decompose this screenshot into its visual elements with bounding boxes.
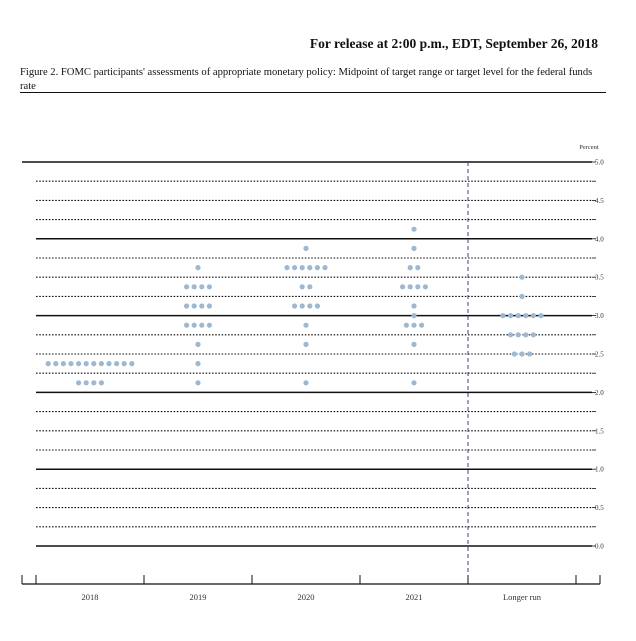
- participant-dot: [400, 284, 405, 289]
- participant-dot: [527, 351, 532, 356]
- participant-dot: [207, 303, 212, 308]
- participant-dot: [411, 303, 416, 308]
- participant-dots: [46, 227, 544, 386]
- participant-dot: [415, 265, 420, 270]
- participant-dot: [423, 284, 428, 289]
- release-date-header: For release at 2:00 p.m., EDT, September 26, 2018: [309, 36, 598, 51]
- participant-dot: [300, 284, 305, 289]
- participant-dot: [411, 227, 416, 232]
- participant-dot: [300, 303, 305, 308]
- gridlines: [22, 162, 596, 584]
- participant-dot: [500, 313, 505, 318]
- participant-dot: [195, 265, 200, 270]
- participant-dot: [531, 313, 536, 318]
- x-category-label: 2019: [189, 592, 207, 602]
- y-tick-label: 3.5: [595, 273, 604, 282]
- participant-dot: [516, 313, 521, 318]
- participant-dot: [508, 313, 513, 318]
- participant-dot: [516, 332, 521, 337]
- y-tick-label: 1.5: [595, 427, 604, 436]
- participant-dot: [84, 361, 89, 366]
- participant-dot: [192, 303, 197, 308]
- participant-dot: [519, 275, 524, 280]
- participant-dot: [292, 303, 297, 308]
- participant-dot: [538, 313, 543, 318]
- participant-dot: [91, 380, 96, 385]
- x-category-label: 2020: [297, 592, 315, 602]
- participant-dot: [61, 361, 66, 366]
- participant-dot: [307, 265, 312, 270]
- participant-dot: [519, 351, 524, 356]
- participant-dot: [184, 303, 189, 308]
- participant-dot: [199, 323, 204, 328]
- participant-dot: [307, 303, 312, 308]
- x-category-label: 2018: [81, 592, 99, 602]
- y-tick-label: 0.0: [595, 542, 604, 551]
- participant-dot: [303, 246, 308, 251]
- participant-dot: [106, 361, 111, 366]
- participant-dot: [284, 265, 289, 270]
- participant-dot: [303, 323, 308, 328]
- participant-dot: [523, 313, 528, 318]
- participant-dot: [408, 284, 413, 289]
- participant-dot: [195, 380, 200, 385]
- participant-dot: [192, 323, 197, 328]
- participant-dot: [523, 332, 528, 337]
- participant-dot: [404, 323, 409, 328]
- participant-dot: [411, 313, 416, 318]
- y-tick-label: 2.0: [595, 388, 604, 397]
- participant-dot: [303, 380, 308, 385]
- participant-dot: [207, 323, 212, 328]
- participant-dot: [184, 284, 189, 289]
- participant-dot: [76, 361, 81, 366]
- x-category-label: Longer run: [502, 592, 542, 602]
- participant-dot: [68, 361, 73, 366]
- participant-dot: [192, 284, 197, 289]
- participant-dot: [408, 265, 413, 270]
- participant-dot: [512, 351, 517, 356]
- participant-dot: [195, 342, 200, 347]
- participant-dot: [315, 303, 320, 308]
- figure-caption: Figure 2. FOMC participants' assessments of appropriate monetary policy: Midpoint of target range or target level for the federal funds rate: [20, 67, 593, 92]
- participant-dot: [46, 361, 51, 366]
- participant-dot: [322, 265, 327, 270]
- y-tick-label: 5.0: [595, 158, 604, 167]
- participant-dot: [411, 323, 416, 328]
- y-tick-label: 4.0: [595, 235, 604, 244]
- participant-dot: [122, 361, 127, 366]
- participant-dot: [303, 342, 308, 347]
- participant-dot: [411, 246, 416, 251]
- participant-dot: [519, 294, 524, 299]
- x-axis: [22, 575, 600, 602]
- participant-dot: [53, 361, 58, 366]
- y-axis-unit-label: Percent: [579, 144, 599, 151]
- participant-dot: [114, 361, 119, 366]
- y-tick-labels: [595, 159, 604, 551]
- participant-dot: [300, 265, 305, 270]
- participant-dot: [415, 284, 420, 289]
- participant-dot: [84, 380, 89, 385]
- participant-dot: [207, 284, 212, 289]
- participant-dot: [292, 265, 297, 270]
- participant-dot: [315, 265, 320, 270]
- participant-dot: [199, 303, 204, 308]
- participant-dot: [91, 361, 96, 366]
- y-tick-label: 0.5: [595, 504, 604, 513]
- y-tick-label: 4.5: [595, 196, 604, 205]
- participant-dot: [508, 332, 513, 337]
- participant-dot: [184, 323, 189, 328]
- y-tick-label: 1.0: [595, 465, 604, 474]
- participant-dot: [419, 323, 424, 328]
- participant-dot: [307, 284, 312, 289]
- participant-dot: [195, 361, 200, 366]
- participant-dot: [129, 361, 134, 366]
- y-tick-label: 2.5: [595, 350, 604, 359]
- x-category-label: 2021: [405, 592, 423, 602]
- participant-dot: [99, 361, 104, 366]
- y-tick-label: 3.0: [595, 312, 604, 321]
- participant-dot: [531, 332, 536, 337]
- participant-dot: [411, 342, 416, 347]
- participant-dot: [76, 380, 81, 385]
- participant-dot: [99, 380, 104, 385]
- participant-dot: [199, 284, 204, 289]
- participant-dot: [411, 380, 416, 385]
